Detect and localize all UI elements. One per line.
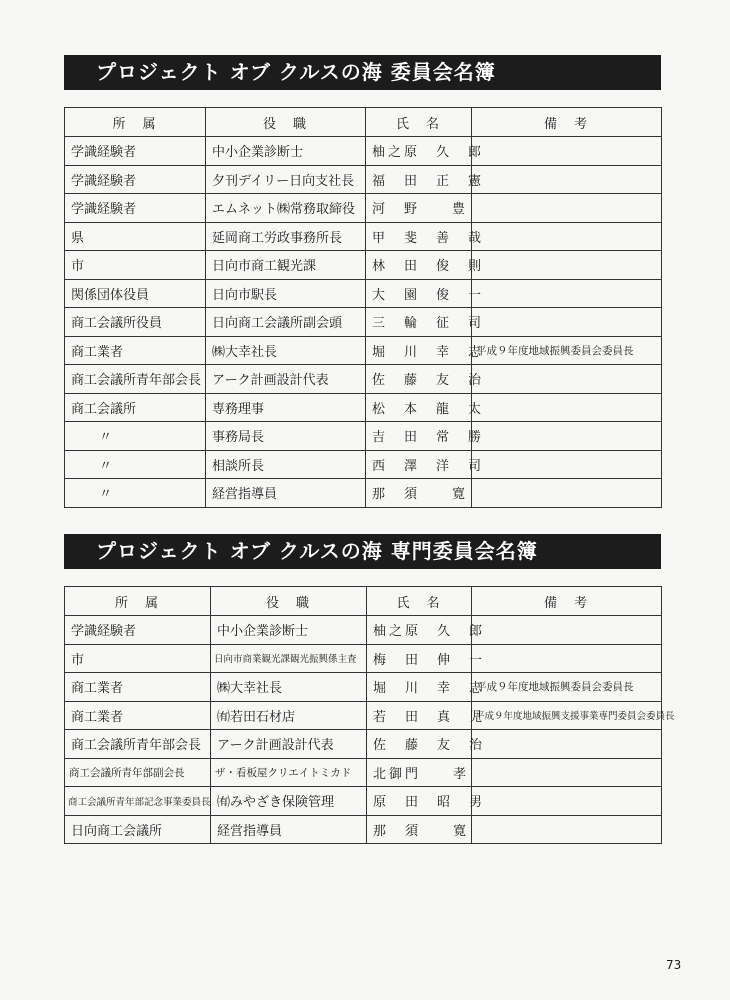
cell-position: 日向市商業観光課観光振興係主査 xyxy=(211,644,367,673)
cell-name: 若 田 真 児 xyxy=(367,701,472,730)
cell-position: ㈲若田石材店 xyxy=(211,701,367,730)
header-name: 氏 名 xyxy=(366,108,472,137)
cell-remarks xyxy=(472,194,662,223)
header-affiliation: 所 属 xyxy=(65,587,211,616)
cell-affiliation: 学識経験者 xyxy=(65,194,206,223)
table-header-row xyxy=(65,587,662,616)
cell-affiliation: 日向商工会議所 xyxy=(65,815,211,844)
table-row xyxy=(65,165,662,194)
cell-remarks xyxy=(472,479,662,508)
cell-name: 吉 田 常 勝 xyxy=(366,422,472,451)
table-row xyxy=(65,393,662,422)
cell-position: アーク計画設計代表 xyxy=(206,365,366,394)
cell-remarks xyxy=(472,137,662,166)
cell-position: エムネット㈱常務取締役 xyxy=(206,194,366,223)
cell-remarks xyxy=(472,422,662,451)
cell-name: 大 園 俊 一 xyxy=(366,279,472,308)
cell-affiliation: 商工会議所 xyxy=(65,393,206,422)
table-row xyxy=(65,730,662,759)
expert-committee-list-heading: プロジェクト オブ クルスの海 専門委員会名簿 xyxy=(64,534,661,569)
cell-affiliation: 商工業者 xyxy=(65,701,211,730)
cell-name: 那 須 寛 xyxy=(366,479,472,508)
cell-name: 甲 斐 善 哉 xyxy=(366,222,472,251)
header-remarks: 備 考 xyxy=(472,587,662,616)
cell-position: 中小企業診断士 xyxy=(206,137,366,166)
cell-remarks xyxy=(472,222,662,251)
table-row xyxy=(65,308,662,337)
cell-name: 河 野 豊 xyxy=(366,194,472,223)
cell-position: 事務局長 xyxy=(206,422,366,451)
committee-members-table xyxy=(64,107,662,508)
cell-position: 夕刊デイリー日向支社長 xyxy=(206,165,366,194)
cell-remarks xyxy=(472,730,662,759)
cell-affiliation: 学識経験者 xyxy=(65,137,206,166)
cell-name: 那 須 寛 xyxy=(367,815,472,844)
cell-affiliation: 〃 xyxy=(65,479,206,508)
cell-affiliation: 学識経験者 xyxy=(65,165,206,194)
cell-remarks xyxy=(472,251,662,280)
cell-affiliation: 市 xyxy=(65,644,211,673)
table-row xyxy=(65,479,662,508)
cell-position: 経営指導員 xyxy=(206,479,366,508)
cell-name: 佐 藤 友 治 xyxy=(366,365,472,394)
table-row xyxy=(65,279,662,308)
cell-name: 佐 藤 友 治 xyxy=(367,730,472,759)
table-row xyxy=(65,758,662,787)
cell-position: ザ・看板屋クリエイトミカド xyxy=(211,758,367,787)
header-position: 役 職 xyxy=(211,587,367,616)
cell-name: 西 澤 洋 司 xyxy=(366,450,472,479)
cell-remarks xyxy=(472,758,662,787)
header-position: 役 職 xyxy=(206,108,366,137)
cell-position: 延岡商工労政事務所長 xyxy=(206,222,366,251)
table-row xyxy=(65,251,662,280)
cell-name: 原 田 昭 男 xyxy=(367,787,472,816)
cell-affiliation: 〃 xyxy=(65,422,206,451)
table-row xyxy=(65,137,662,166)
cell-position: 経営指導員 xyxy=(211,815,367,844)
header-affiliation: 所 属 xyxy=(65,108,206,137)
table-header-row xyxy=(65,108,662,137)
cell-name: 林 田 俊 則 xyxy=(366,251,472,280)
cell-name: 梅 田 伸 一 xyxy=(367,644,472,673)
cell-remarks xyxy=(472,365,662,394)
cell-position: アーク計画設計代表 xyxy=(211,730,367,759)
cell-name: 堀 川 幸 志 xyxy=(367,673,472,702)
cell-name: 松 本 龍 太 xyxy=(366,393,472,422)
cell-remarks xyxy=(472,644,662,673)
header-remarks: 備 考 xyxy=(472,108,662,137)
table-row xyxy=(65,336,662,365)
table-row xyxy=(65,222,662,251)
cell-position: ㈱大幸社長 xyxy=(206,336,366,365)
table-row xyxy=(65,365,662,394)
cell-position: 日向市駅長 xyxy=(206,279,366,308)
cell-remarks xyxy=(472,450,662,479)
cell-affiliation: 関係団体役員 xyxy=(65,279,206,308)
cell-affiliation: 商工業者 xyxy=(65,336,206,365)
header-name: 氏 名 xyxy=(367,587,472,616)
cell-affiliation: 商工会議所青年部会長 xyxy=(65,365,206,394)
cell-position: 中小企業診断士 xyxy=(211,616,367,645)
cell-remarks xyxy=(472,787,662,816)
cell-remarks xyxy=(472,815,662,844)
cell-affiliation: 県 xyxy=(65,222,206,251)
table-row xyxy=(65,450,662,479)
cell-position: 日向市商工観光課 xyxy=(206,251,366,280)
cell-name: 堀 川 幸 志 xyxy=(366,336,472,365)
table-row xyxy=(65,673,662,702)
cell-name: 柚之原 久 郎 xyxy=(366,137,472,166)
cell-position: 相談所長 xyxy=(206,450,366,479)
cell-remarks: 平成９年度地域振興委員会委員長 xyxy=(472,336,662,365)
table-row xyxy=(65,422,662,451)
committee-list-heading: プロジェクト オブ クルスの海 委員会名簿 xyxy=(64,55,661,90)
cell-name: 三 輪 征 司 xyxy=(366,308,472,337)
cell-remarks xyxy=(472,616,662,645)
cell-position: 専務理事 xyxy=(206,393,366,422)
cell-position: ㈱大幸社長 xyxy=(211,673,367,702)
cell-affiliation: 商工会議所青年部記念事業委員長 xyxy=(65,787,211,816)
cell-remarks xyxy=(472,165,662,194)
table-row xyxy=(65,644,662,673)
cell-affiliation: 商工会議所役員 xyxy=(65,308,206,337)
cell-remarks xyxy=(472,279,662,308)
table-row xyxy=(65,787,662,816)
cell-position: 日向商工会議所副会頭 xyxy=(206,308,366,337)
cell-affiliation: 商工業者 xyxy=(65,673,211,702)
cell-remarks: 平成９年度地域振興委員会委員長 xyxy=(472,673,662,702)
expert-committee-members-table xyxy=(64,586,675,844)
cell-name: 柚之原 久 郎 xyxy=(367,616,472,645)
cell-remarks xyxy=(472,393,662,422)
cell-name: 北御門 孝 xyxy=(367,758,472,787)
cell-affiliation: 商工会議所青年部会長 xyxy=(65,730,211,759)
table-row xyxy=(65,701,662,730)
cell-name: 福 田 正 憲 xyxy=(366,165,472,194)
table-row xyxy=(65,194,662,223)
cell-affiliation: 〃 xyxy=(65,450,206,479)
cell-affiliation: 学識経験者 xyxy=(65,616,211,645)
cell-remarks: 平成９年度地域振興支援事業専門委員会委員長 xyxy=(472,701,662,730)
cell-position: ㈲みやざき保険管理 xyxy=(211,787,367,816)
cell-affiliation: 市 xyxy=(65,251,206,280)
page-number: 73 xyxy=(666,958,682,972)
cell-affiliation: 商工会議所青年部副会長 xyxy=(65,758,211,787)
table-row xyxy=(65,815,662,844)
table-row xyxy=(65,616,662,645)
cell-remarks xyxy=(472,308,662,337)
